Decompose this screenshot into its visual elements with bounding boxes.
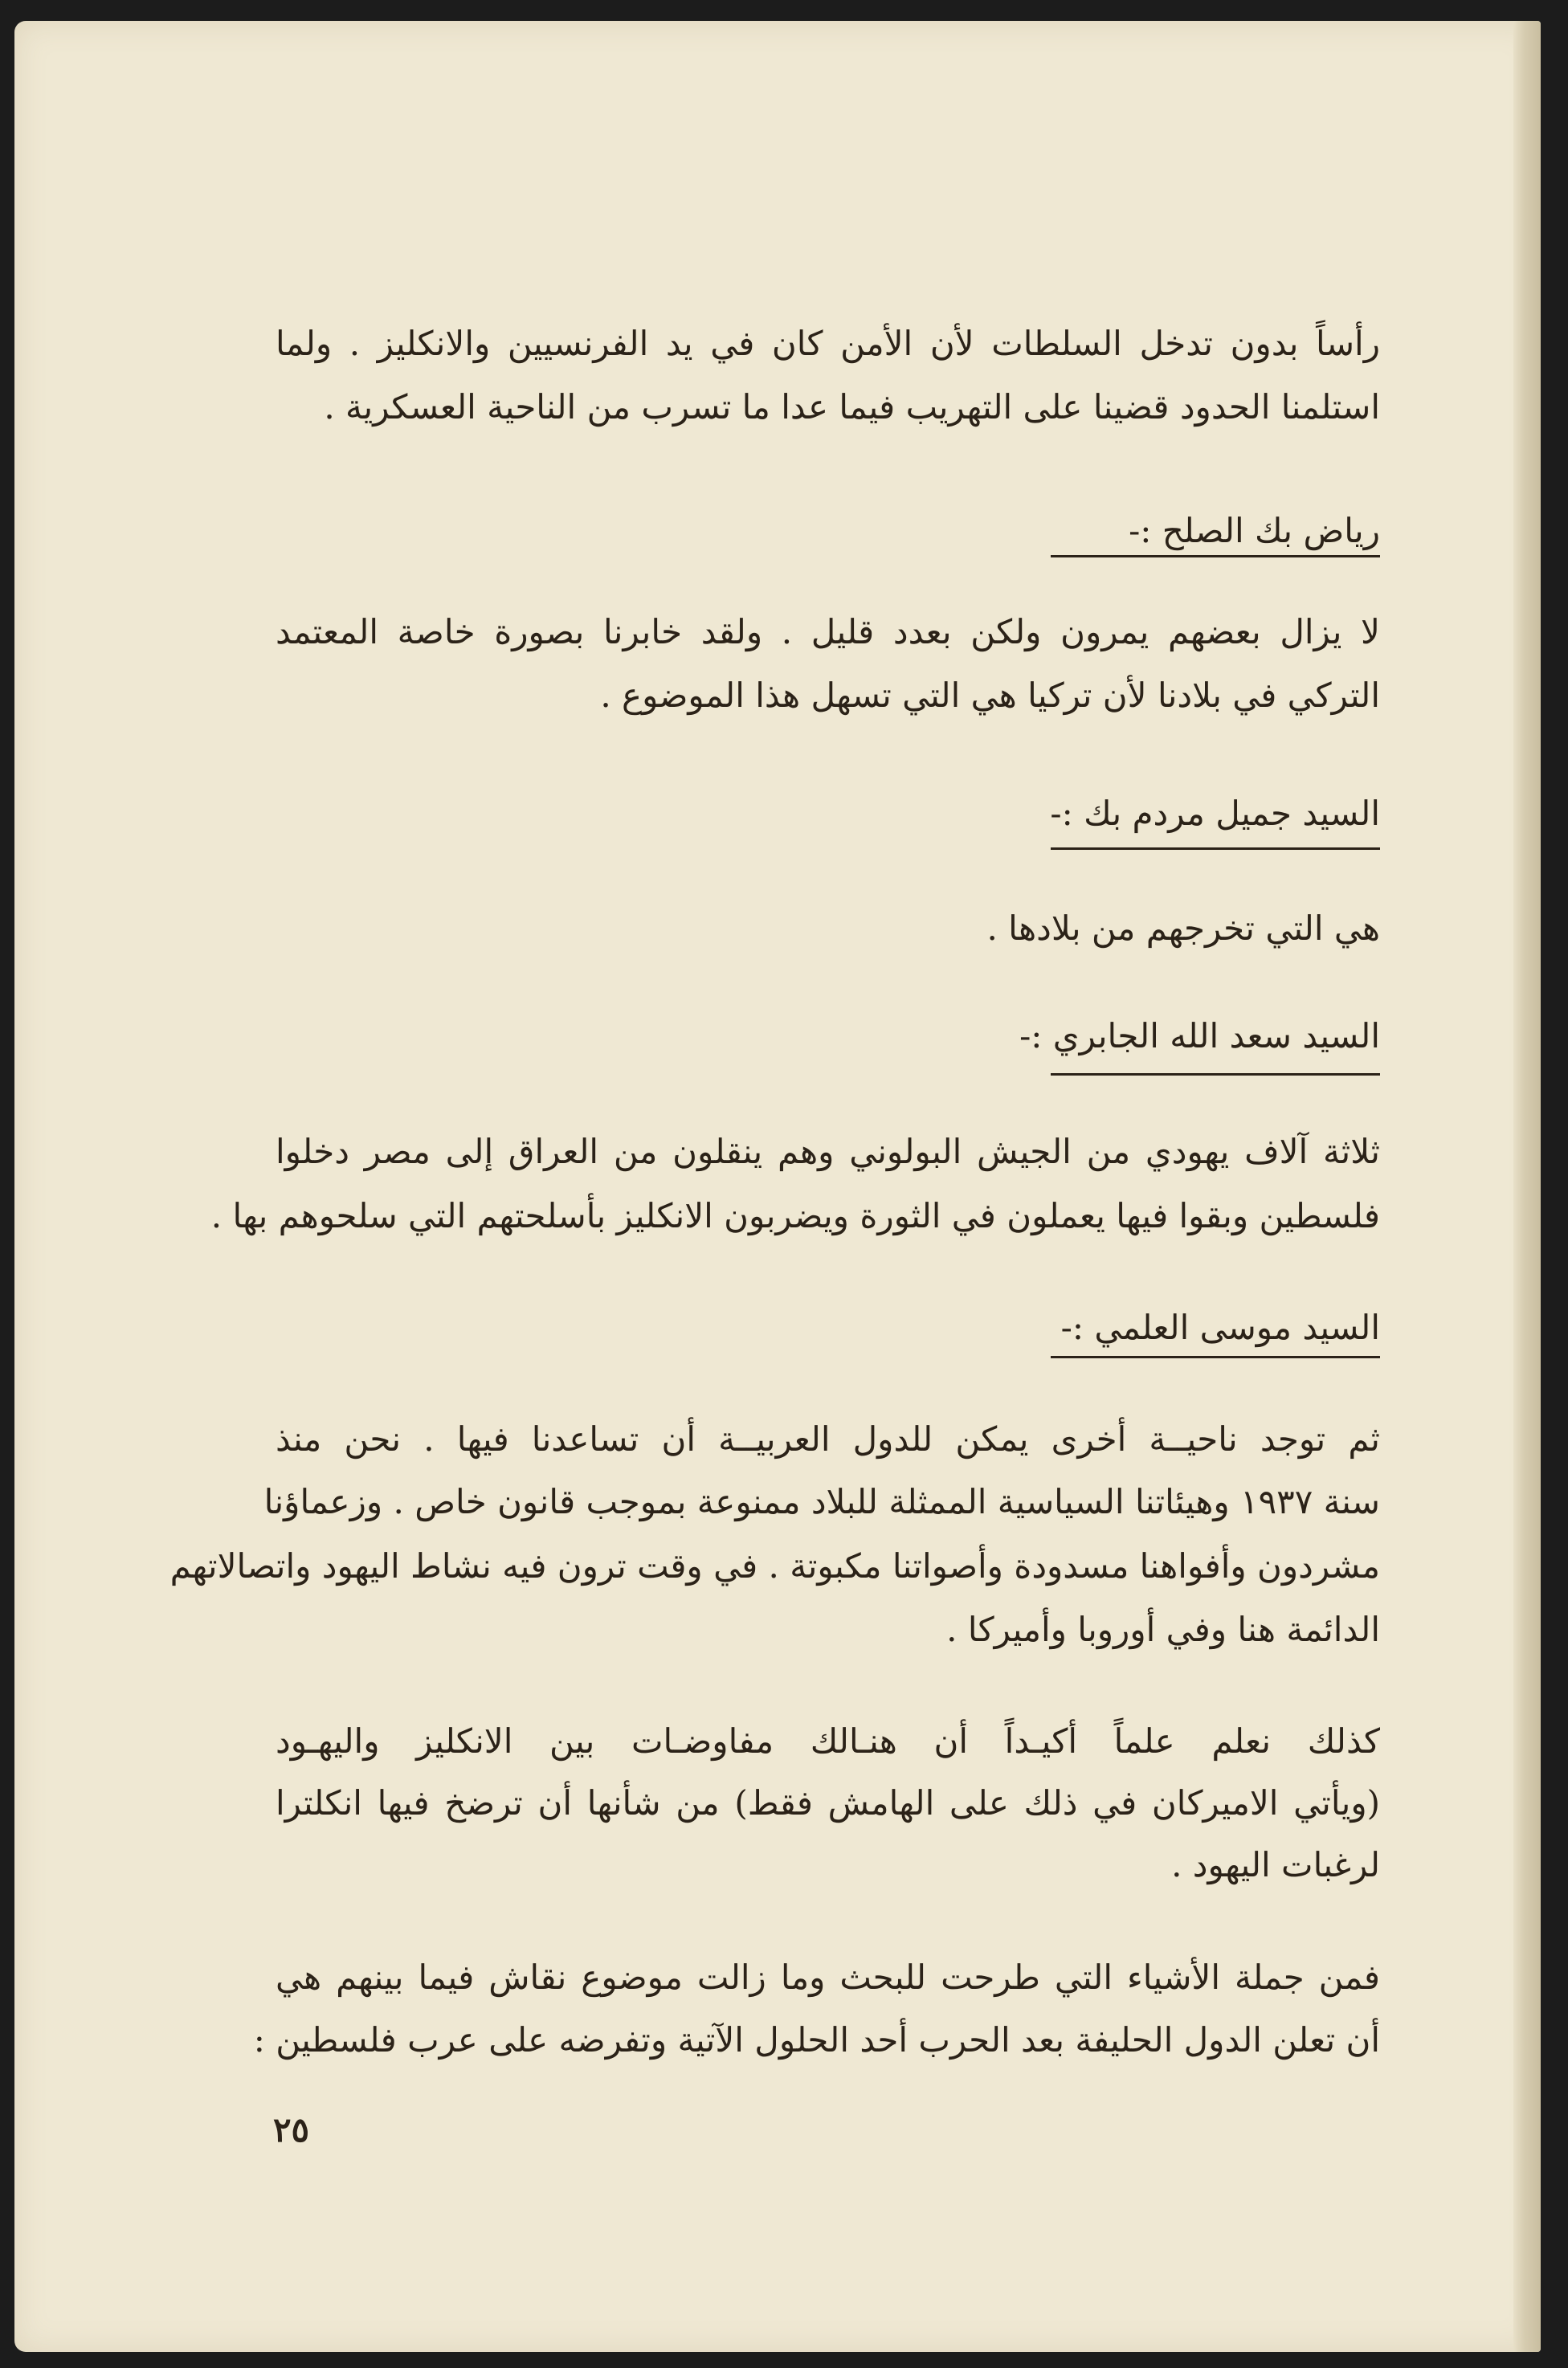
speaker-1-underline	[1051, 555, 1380, 557]
paragraph-2-line-1: لا يزال بعضهم يمرون ولكن بعدد قليل . ولقد خابرنا بصورة خاصة المعتمد	[276, 612, 1380, 651]
paragraph-3-line-1: هي التي تخرجهم من بلادها .	[986, 908, 1380, 948]
speaker-4-underline	[1051, 1356, 1380, 1358]
paragraph-4-line-2: فلسطين وبقوا فيها يعملون في الثورة ويضربون الانكليز بأسلحتهم التي سلحوهم بها .	[210, 1196, 1380, 1235]
paragraph-4-line-1: ثلاثة آلاف يهودي من الجيش البولوني وهم ينقلون من العراق إلى مصر دخلوا	[276, 1132, 1380, 1171]
speaker-1: رياض بك الصلح :-	[1129, 511, 1380, 550]
page-number: ٢٥	[273, 2110, 310, 2150]
document-page	[14, 21, 1541, 2352]
paragraph-6-line-1: كذلك نعلم علماً أكيـداً أن هنـالك مفاوضـات بين الانكليز واليهـود	[276, 1721, 1380, 1761]
speaker-3: السيد سعد الله الجابري :-	[1019, 1016, 1380, 1055]
paragraph-7-line-1: فمن جملة الأشياء التي طرحت للبحث وما زالت موضوع نقاش فيما بينهم هي	[276, 1958, 1380, 1997]
paragraph-1-line-2: استلمنا الحدود قضينا على التهريب فيما عدا ما تسرب من الناحية العسكرية .	[324, 387, 1380, 427]
paragraph-5-line-1: ثم توجد ناحيــة أخرى يمكن للدول العربيــة أن تساعدنا فيها . نحن منذ	[276, 1419, 1380, 1459]
paragraph-6-line-3: لرغبات اليهود .	[1171, 1845, 1380, 1884]
page-content	[14, 21, 1380, 2352]
paragraph-5-line-4: الدائمة هنا وفي أوروبا وأميركا .	[946, 1610, 1380, 1649]
speaker-3-underline	[1051, 1073, 1380, 1076]
speaker-2-underline	[1051, 847, 1380, 850]
speaker-4: السيد موسى العلمي :-	[1060, 1308, 1380, 1347]
paragraph-5-line-3: مشردون وأفواهنا مسدودة وأصواتنا مكبوتة . في وقت ترون فيه نشاط اليهود واتصالاتهم	[169, 1546, 1380, 1586]
paragraph-6-line-2: (ويأتي الاميركان في ذلك على الهامش فقط) من شأنها أن ترضخ فيها انكلترا	[276, 1783, 1380, 1823]
paragraph-2-line-2: التركي في بلادنا لأن تركيا هي التي تسهل هذا الموضوع .	[600, 676, 1380, 715]
speaker-2: السيد جميل مردم بك :-	[1050, 794, 1380, 833]
paragraph-5-line-2: سنة ١٩٣٧ وهيئاتنا السياسية الممثلة للبلاد ممنوعة بموجب قانون خاص . وزعماؤنا	[263, 1482, 1380, 1521]
paragraph-1-line-1: رأساً بدون تدخل السلطات لأن الأمن كان في يد الفرنسيين والانكليز . ولما	[276, 324, 1380, 363]
paragraph-7-line-2: أن تعلن الدول الحليفة بعد الحرب أحد الحلول الآتية وتفرضه على عرب فلسطين :	[253, 2020, 1380, 2060]
page-edge	[1513, 21, 1541, 2352]
